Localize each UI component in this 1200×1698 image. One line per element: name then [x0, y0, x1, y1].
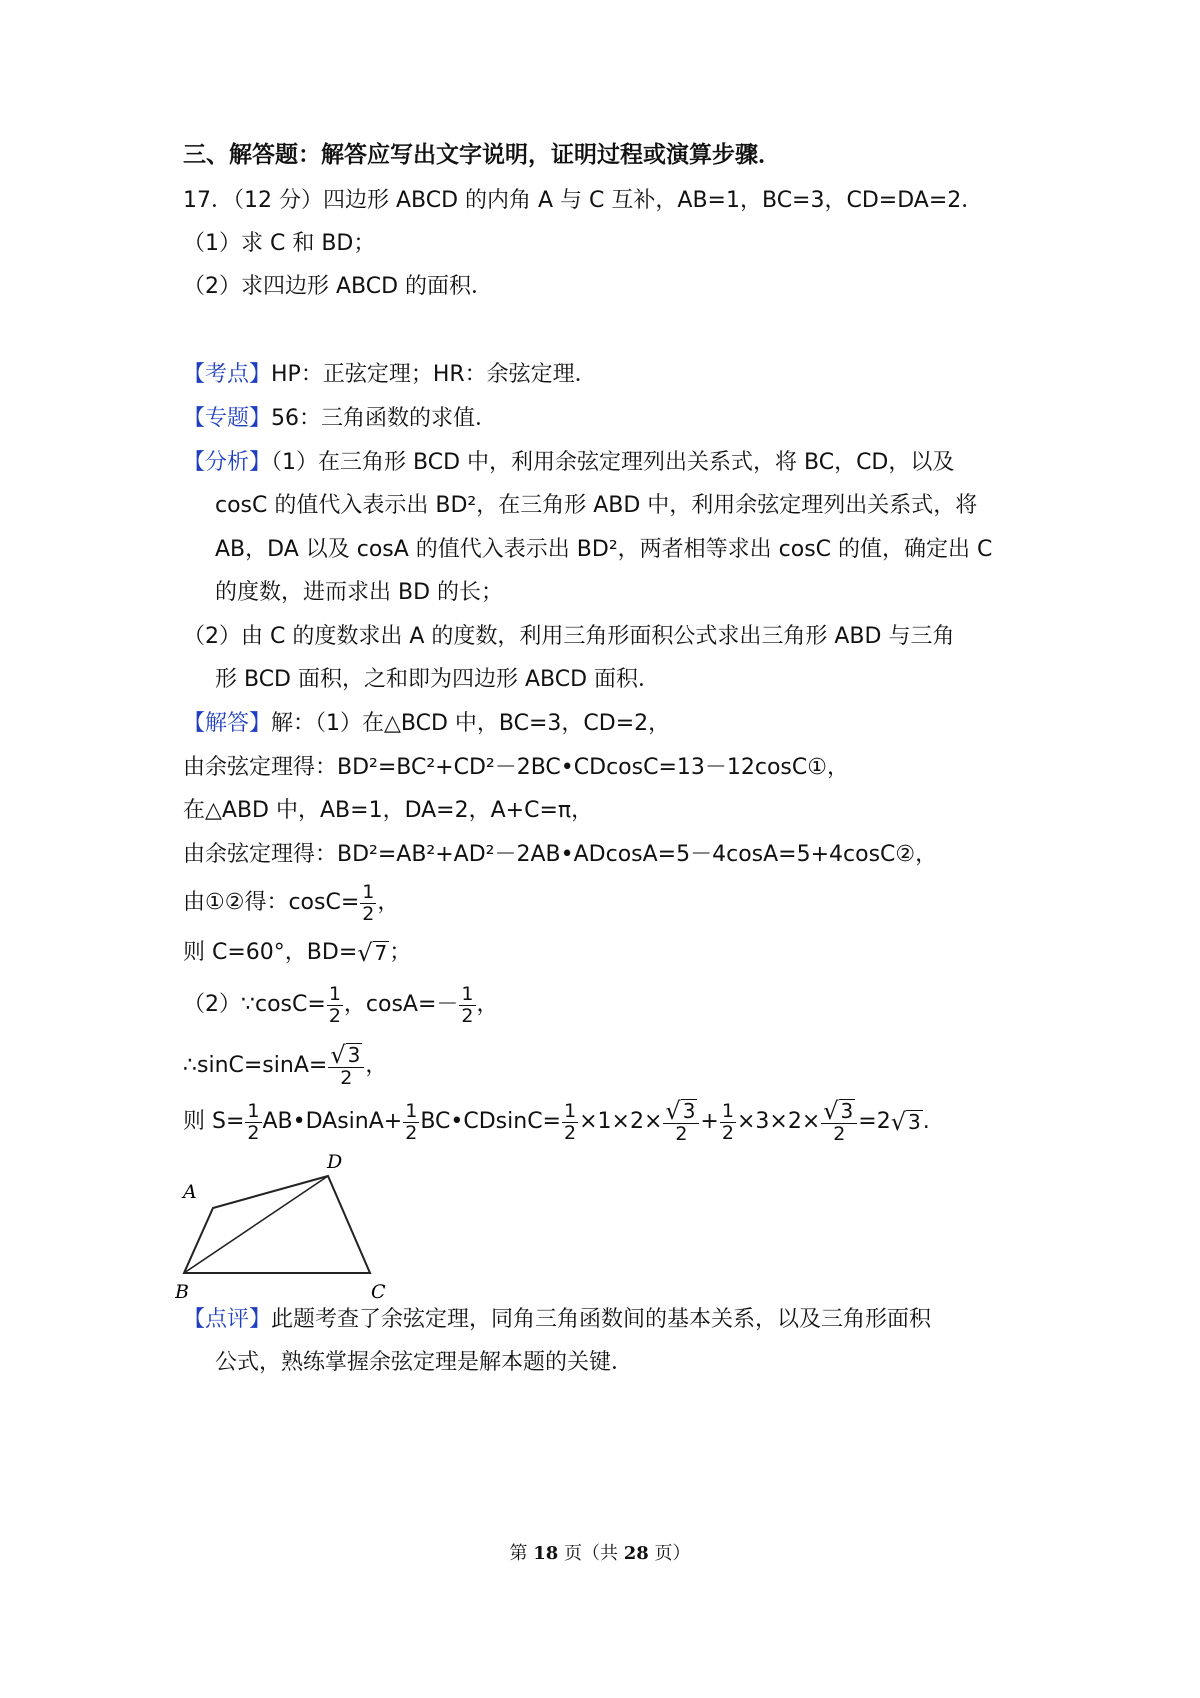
- jieda-line-2: 由余弦定理得：BD²=BC²+CD²－2BC•CDcosC=13－12cosC①，: [183, 755, 849, 780]
- vertex-label-b: B: [175, 1281, 189, 1303]
- dianping-text-1: 此题考查了余弦定理，同角三角函数间的基本关系，以及三角形面积: [271, 1307, 932, 1332]
- problem-statement: 17．（12 分）四边形 ABCD 的内角 A 与 C 互补，AB=1，BC=3，CD=DA=2．: [183, 188, 984, 213]
- fraction-half: $\frac{1}{2}$: [721, 1099, 734, 1144]
- fenxi-tag: 【分析】: [183, 450, 272, 475]
- page-footer: 第 18 页（共 28 页）: [509, 1543, 691, 1564]
- quadrilateral-abcd: [184, 1176, 370, 1273]
- fraction-half: $\frac{1}{2}$: [405, 1099, 418, 1144]
- kaodian-tag: 【考点】: [183, 362, 272, 387]
- jieda-line-6: 则 C=60°，BD= √ 7 ；: [183, 939, 412, 967]
- sqrt-seven: √ 7: [357, 939, 388, 967]
- page-number: 18: [533, 1543, 559, 1564]
- page-total: 28: [623, 1543, 649, 1564]
- fenxi-line-6: 形 BCD 面积，之和即为四边形 ABCD 面积．: [215, 667, 661, 692]
- jieda-area-line: 则 S= $\frac{1}{2}$ AB•DAsinA+ $\frac{1}{2}$ BC•CDsinC= $\frac{1}{2}$ ×1×2× √ 3 2 + $\frac{1}{2}$ ×3×2× √ 3 2 =2 √ 3 .: [183, 1097, 930, 1145]
- fraction-sqrt3-over-2: √ 3 2: [328, 1043, 364, 1089]
- problem-part-1: （1）求 C 和 BD；: [183, 231, 376, 256]
- jieda-line-7: （2）∵cosC= $\frac{1}{2}$ ，cosA=－ $\frac{1}{2}$ ，: [183, 982, 499, 1027]
- jieda-line-3: 在△ABD 中，AB=1，DA=2，A+C=π，: [183, 798, 594, 823]
- fenxi-line-3: AB，DA 以及 cosA 的值代入表示出 BD²，两者相等求出 cosC 的值，确定出 C: [215, 537, 993, 562]
- vertex-label-c: C: [371, 1281, 386, 1303]
- jieda-text-7: （2）∵cosC=: [183, 992, 326, 1017]
- fraction-half: $\frac{1}{2}$: [564, 1099, 577, 1144]
- jieda-line-5: 由①②得：cosC= $\frac{1}{2}$ ，: [183, 880, 400, 925]
- fraction-half: $\frac{1}{2}$: [362, 880, 375, 925]
- zhuanti-tag: 【专题】: [183, 406, 272, 431]
- sqrt-three: √ 3: [890, 1108, 921, 1136]
- fraction-sqrt3-over-2: √ 3 2: [663, 1099, 699, 1145]
- quadrilateral-diagram: [175, 1148, 415, 1308]
- jieda-line-8: ∴sinC=sinA= √ 3 2 ，: [183, 1041, 388, 1089]
- dianping-line-2: 公式，熟练掌握余弦定理是解本题的关键．: [215, 1350, 634, 1375]
- dianping-tag: 【点评】: [183, 1307, 272, 1332]
- fraction-half: $\frac{1}{2}$: [247, 1099, 260, 1144]
- problem-part-2: （2）求四边形 ABCD 的面积．: [183, 274, 494, 299]
- jieda-tag: 【解答】: [183, 711, 272, 736]
- section-heading: 三、解答题：解答应写出文字说明，证明过程或演算步骤．: [183, 142, 781, 168]
- kaodian-text: HP：正弦定理；HR：余弦定理．: [271, 362, 597, 387]
- fenxi-text-1: （1）在三角形 BCD 中，利用余弦定理列出关系式，将 BC，CD，以及: [271, 450, 955, 475]
- fenxi-line-2: cosC 的值代入表示出 BD²，在三角形 ABD 中，利用余弦定理列出关系式，将: [215, 493, 978, 518]
- fraction-half: $\frac{1}{2}$: [461, 982, 474, 1027]
- jieda-text-6: 则 C=60°，BD=: [183, 940, 358, 965]
- jieda-line-1: [183, 709, 670, 739]
- zhuanti-line: [183, 404, 497, 434]
- fenxi-line-4: 的度数，进而求出 BD 的长；: [215, 580, 504, 605]
- kaodian-line: [183, 360, 597, 390]
- zhuanti-text: 56：三角函数的求值．: [271, 406, 498, 431]
- jieda-text-5: 由①②得：cosC=: [183, 890, 360, 915]
- fenxi-line-1: [183, 448, 954, 478]
- jieda-line-4: 由余弦定理得：BD²=AB²+AD²－2AB•ADcosA=5－4cosA=5+4cosC②，: [183, 842, 938, 867]
- dianping-line-1: [183, 1305, 931, 1335]
- jieda-text-1: 解：（1）在△BCD 中，BC=3，CD=2，: [271, 711, 671, 736]
- fenxi-line-5: （2）由 C 的度数求出 A 的度数，利用三角形面积公式求出三角形 ABD 与三角: [183, 624, 955, 649]
- vertex-label-a: A: [183, 1181, 197, 1203]
- fraction-sqrt3-over-2: √ 3 2: [821, 1099, 857, 1145]
- fraction-half: $\frac{1}{2}$: [328, 982, 341, 1027]
- jieda-text-8: ∴sinC=sinA=: [183, 1053, 328, 1078]
- vertex-label-d: D: [327, 1151, 343, 1173]
